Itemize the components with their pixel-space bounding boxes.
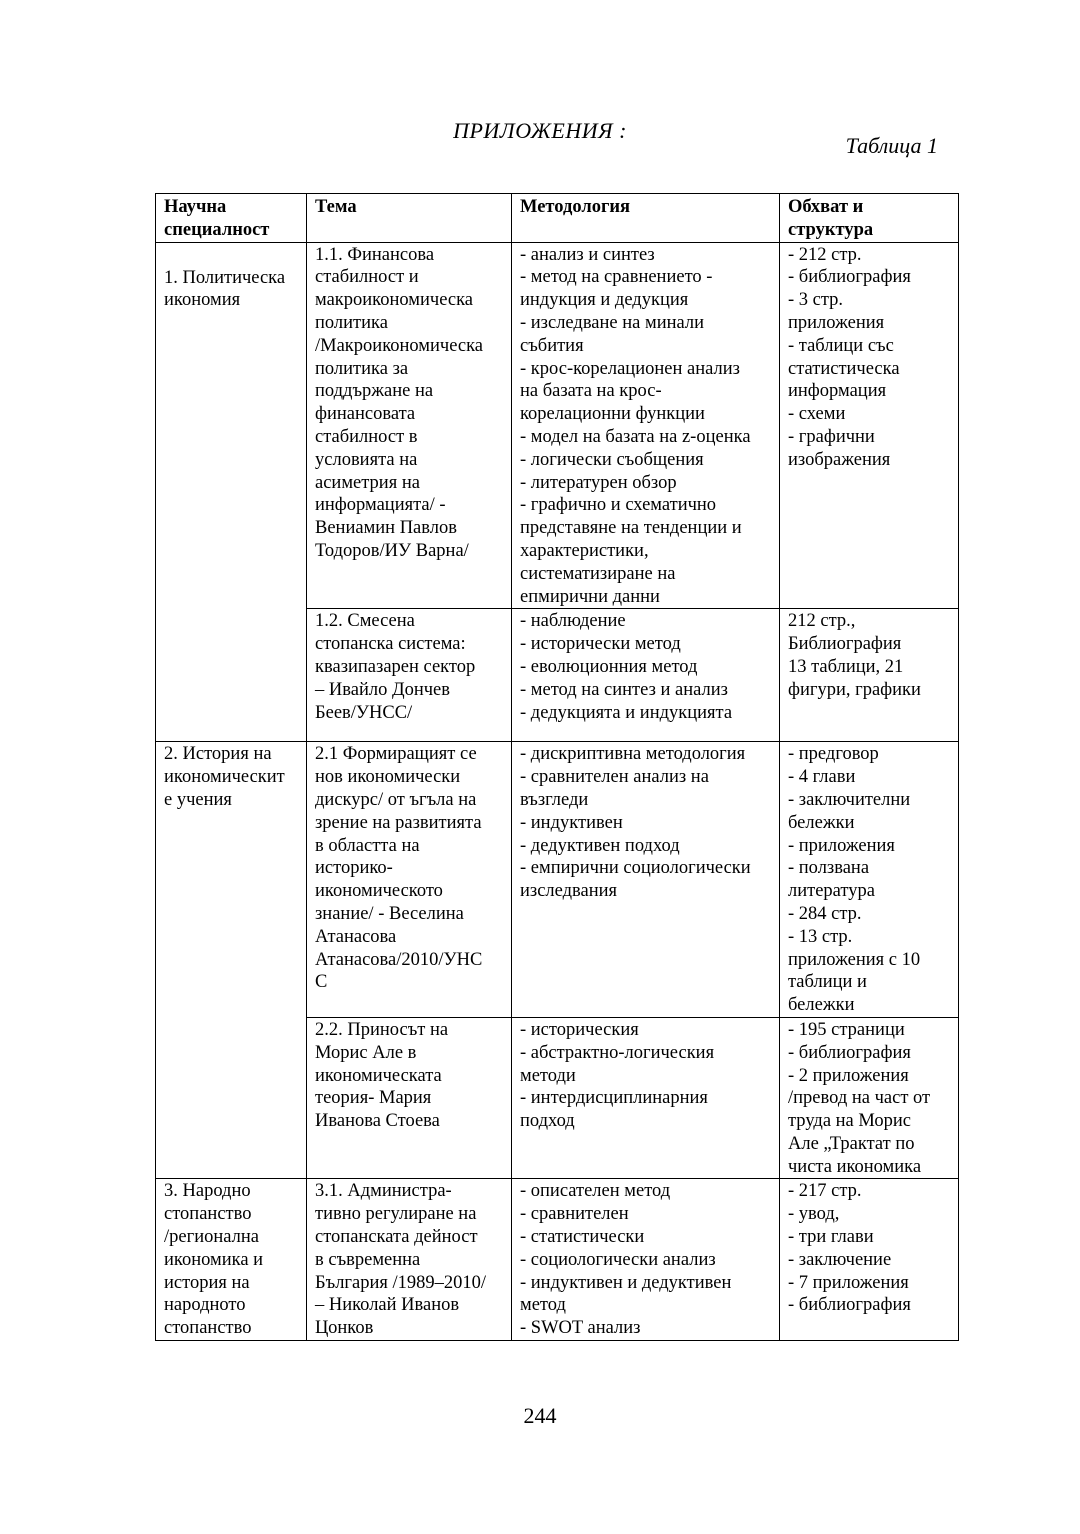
- methodology-cell: - дискриптивна методология - сравнителен анализ на възгледи - индуктивен - дедуктивен подход - емпирични социологически изследвания: [512, 742, 780, 1018]
- specialty-cell: 3. Народно стопанство /регионална икономика и история на народното стопанство: [156, 1179, 307, 1341]
- scope-cell: - 195 страници - библиография - 2 приложения /превод на част от труда на Морис Але „Трактат по чиста икономика: [780, 1017, 959, 1179]
- topic-cell: 3.1. Администра- тивно регулиране на стопанската дейност в съвременна България /1989–2010/ – Николай Иванов Цонков: [307, 1179, 512, 1341]
- methodology-cell: - описателен метод - сравнителен - статистически - социологически анализ - индуктивен и дедуктивен метод - SWOT анализ: [512, 1179, 780, 1341]
- appendix-heading: ПРИЛОЖЕНИЯ :: [453, 118, 627, 143]
- dissertations-table: [155, 193, 959, 1341]
- table-label: Таблица 1: [845, 133, 938, 158]
- scope-cell: - 212 стр. - библиография - 3 стр. приложения - таблици със статистическа информация - схеми - графични изображения: [780, 242, 959, 609]
- header-methodology: Методология: [512, 194, 780, 243]
- table-row: [156, 1179, 959, 1341]
- scope-cell: - предговор - 4 глави - заключителни бележки - приложения - ползвана литература - 284 стр. - 13 стр. приложения с 10 таблици и бележки: [780, 742, 959, 1018]
- topic-cell: 2.2. Приносът на Морис Але в икономическата теория- Мария Иванова Стоева: [307, 1017, 512, 1179]
- header-topic: Тема: [307, 194, 512, 243]
- header-row: [156, 194, 959, 243]
- header-scope: Обхват и структура: [780, 194, 959, 243]
- methodology-cell: - историческия - абстрактно-логическия методи - интердисциплинарния подход: [512, 1017, 780, 1179]
- specialty-cell: 2. История на икономическит е учения: [156, 742, 307, 1179]
- topic-cell: 2.1 Формиращият се нов икономически дискурс/ от ъгъла на зрение на развитията в областта на историко- икономическото знание/ - Веселина Атанасова Атанасова/2010/УНС С: [307, 742, 512, 1018]
- topic-cell: 1.2. Смесена стопанска система: квазипазарен сектор – Ивайло Дончев Беев/УНСС/: [307, 609, 512, 742]
- scope-cell: - 217 стр. - увод, - три глави - заключение - 7 приложения - библиография: [780, 1179, 959, 1341]
- methodology-cell: - наблюдение - исторически метод - еволюционния метод - метод на синтез и анализ - дедукцията и индукцията: [512, 609, 780, 742]
- table-row: [156, 742, 959, 1018]
- specialty-cell: 1. Политическа икономия: [156, 242, 307, 742]
- topic-cell: 1.1. Финансова стабилност и макроикономическа политика /Макроикономическа политика за поддържане на финансовата стабилност в условията на асиметрия на информацията/ - Вениамин Павлов Тодоров/ИУ Варна/: [307, 242, 512, 609]
- table-row: [156, 242, 959, 609]
- header-specialty: Научна специалност: [156, 194, 307, 243]
- scope-cell: 212 стр., Библиография 13 таблици, 21 фигури, графики: [780, 609, 959, 742]
- page-number: 244: [523, 1403, 557, 1428]
- methodology-cell: - анализ и синтез - метод на сравнението - индукция и дедукция - изследване на минали събития - крос-корелационен анализ на базата на крос- корелационни функции - модел на базата на z-оценка - логически съобщения - литературен обзор - графично и схематично представяне на тенденции и характеристики, систематизиране на епмирични данни: [512, 242, 780, 609]
